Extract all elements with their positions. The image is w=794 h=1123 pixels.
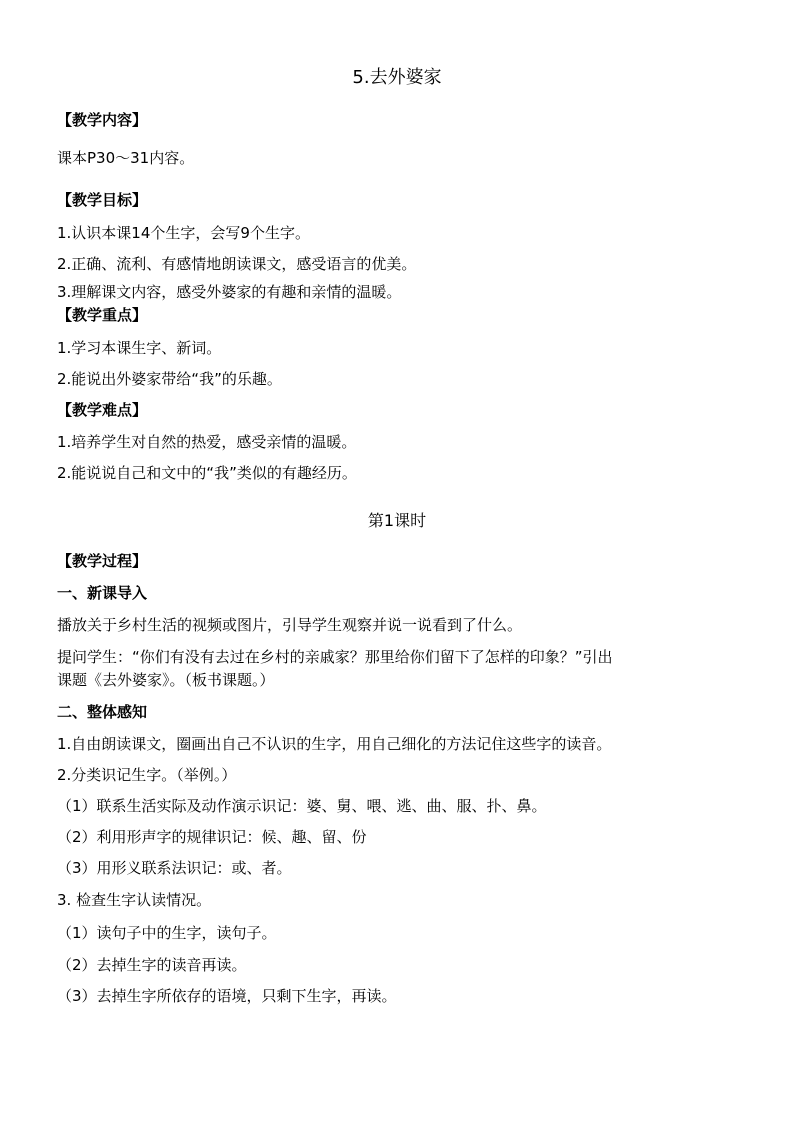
- section-1-paragraph: 播放关于乡村生活的视频或图片，引导学生观察并说一说看到了什么。: [57, 616, 523, 634]
- key-item: 1.学习本课生字、新词。: [57, 339, 222, 357]
- section-2-line: 1.自由朗读课文，圈画出自己不认识的生字，用自己细化的方法记住这些字的读音。: [57, 735, 612, 753]
- heading-difficulties: 【教学难点】: [57, 401, 148, 419]
- goal-item: 3.理解课文内容，感受外婆家的有趣和亲情的温暖。: [57, 283, 402, 301]
- section-2-line: （3）去掉生字所依存的语境，只剩下生字，再读。: [57, 987, 397, 1005]
- section-2-line: （1）读句子中的生字，读句子。: [57, 924, 277, 942]
- doc-title: 5.去外婆家: [352, 67, 442, 88]
- section-2-line: 2.分类识记生字。（举例。）: [57, 766, 237, 784]
- section-2-line: 3. 检查生字认读情况。: [57, 891, 212, 909]
- section-1-paragraph: 课题《去外婆家》。（板书课题。）: [57, 671, 275, 689]
- goal-item: 1.认识本课14个生字，会写9个生字。: [57, 224, 310, 242]
- section-1-title: 一、新课导入: [57, 584, 148, 602]
- section-2-title: 二、整体感知: [57, 703, 148, 721]
- heading-goals: 【教学目标】: [57, 191, 148, 209]
- difficulty-item: 2.能说说自己和文中的“我”类似的有趣经历。: [57, 464, 357, 482]
- difficulty-item: 1.培养学生对自然的热爱，感受亲情的温暖。: [57, 433, 357, 451]
- lesson-title: 第1课时: [367, 511, 427, 530]
- content-text: 课本P30～31内容。: [57, 149, 195, 167]
- key-item: 2.能说出外婆家带给“我”的乐趣。: [57, 370, 282, 388]
- heading-key-points: 【教学重点】: [57, 306, 148, 324]
- heading-process: 【教学过程】: [57, 552, 148, 570]
- section-2-line: （2）去掉生字的读音再读。: [57, 956, 247, 974]
- goal-item: 2.正确、流利、有感情地朗读课文，感受语言的优美。: [57, 255, 417, 273]
- section-2-line: （3）用形义联系法识记：或、者。: [57, 859, 292, 877]
- heading-content: 【教学内容】: [57, 111, 148, 129]
- section-2-line: （1）联系生活实际及动作演示识记：婆、舅、喂、逃、曲、服、扑、鼻。: [57, 797, 547, 815]
- section-1-paragraph: 提问学生：“你们有没有去过在乡村的亲戚家？那里给你们留下了怎样的印象？”引出: [57, 648, 613, 666]
- section-2-line: （2）利用形声字的规律识记：候、趣、留、份: [57, 828, 367, 846]
